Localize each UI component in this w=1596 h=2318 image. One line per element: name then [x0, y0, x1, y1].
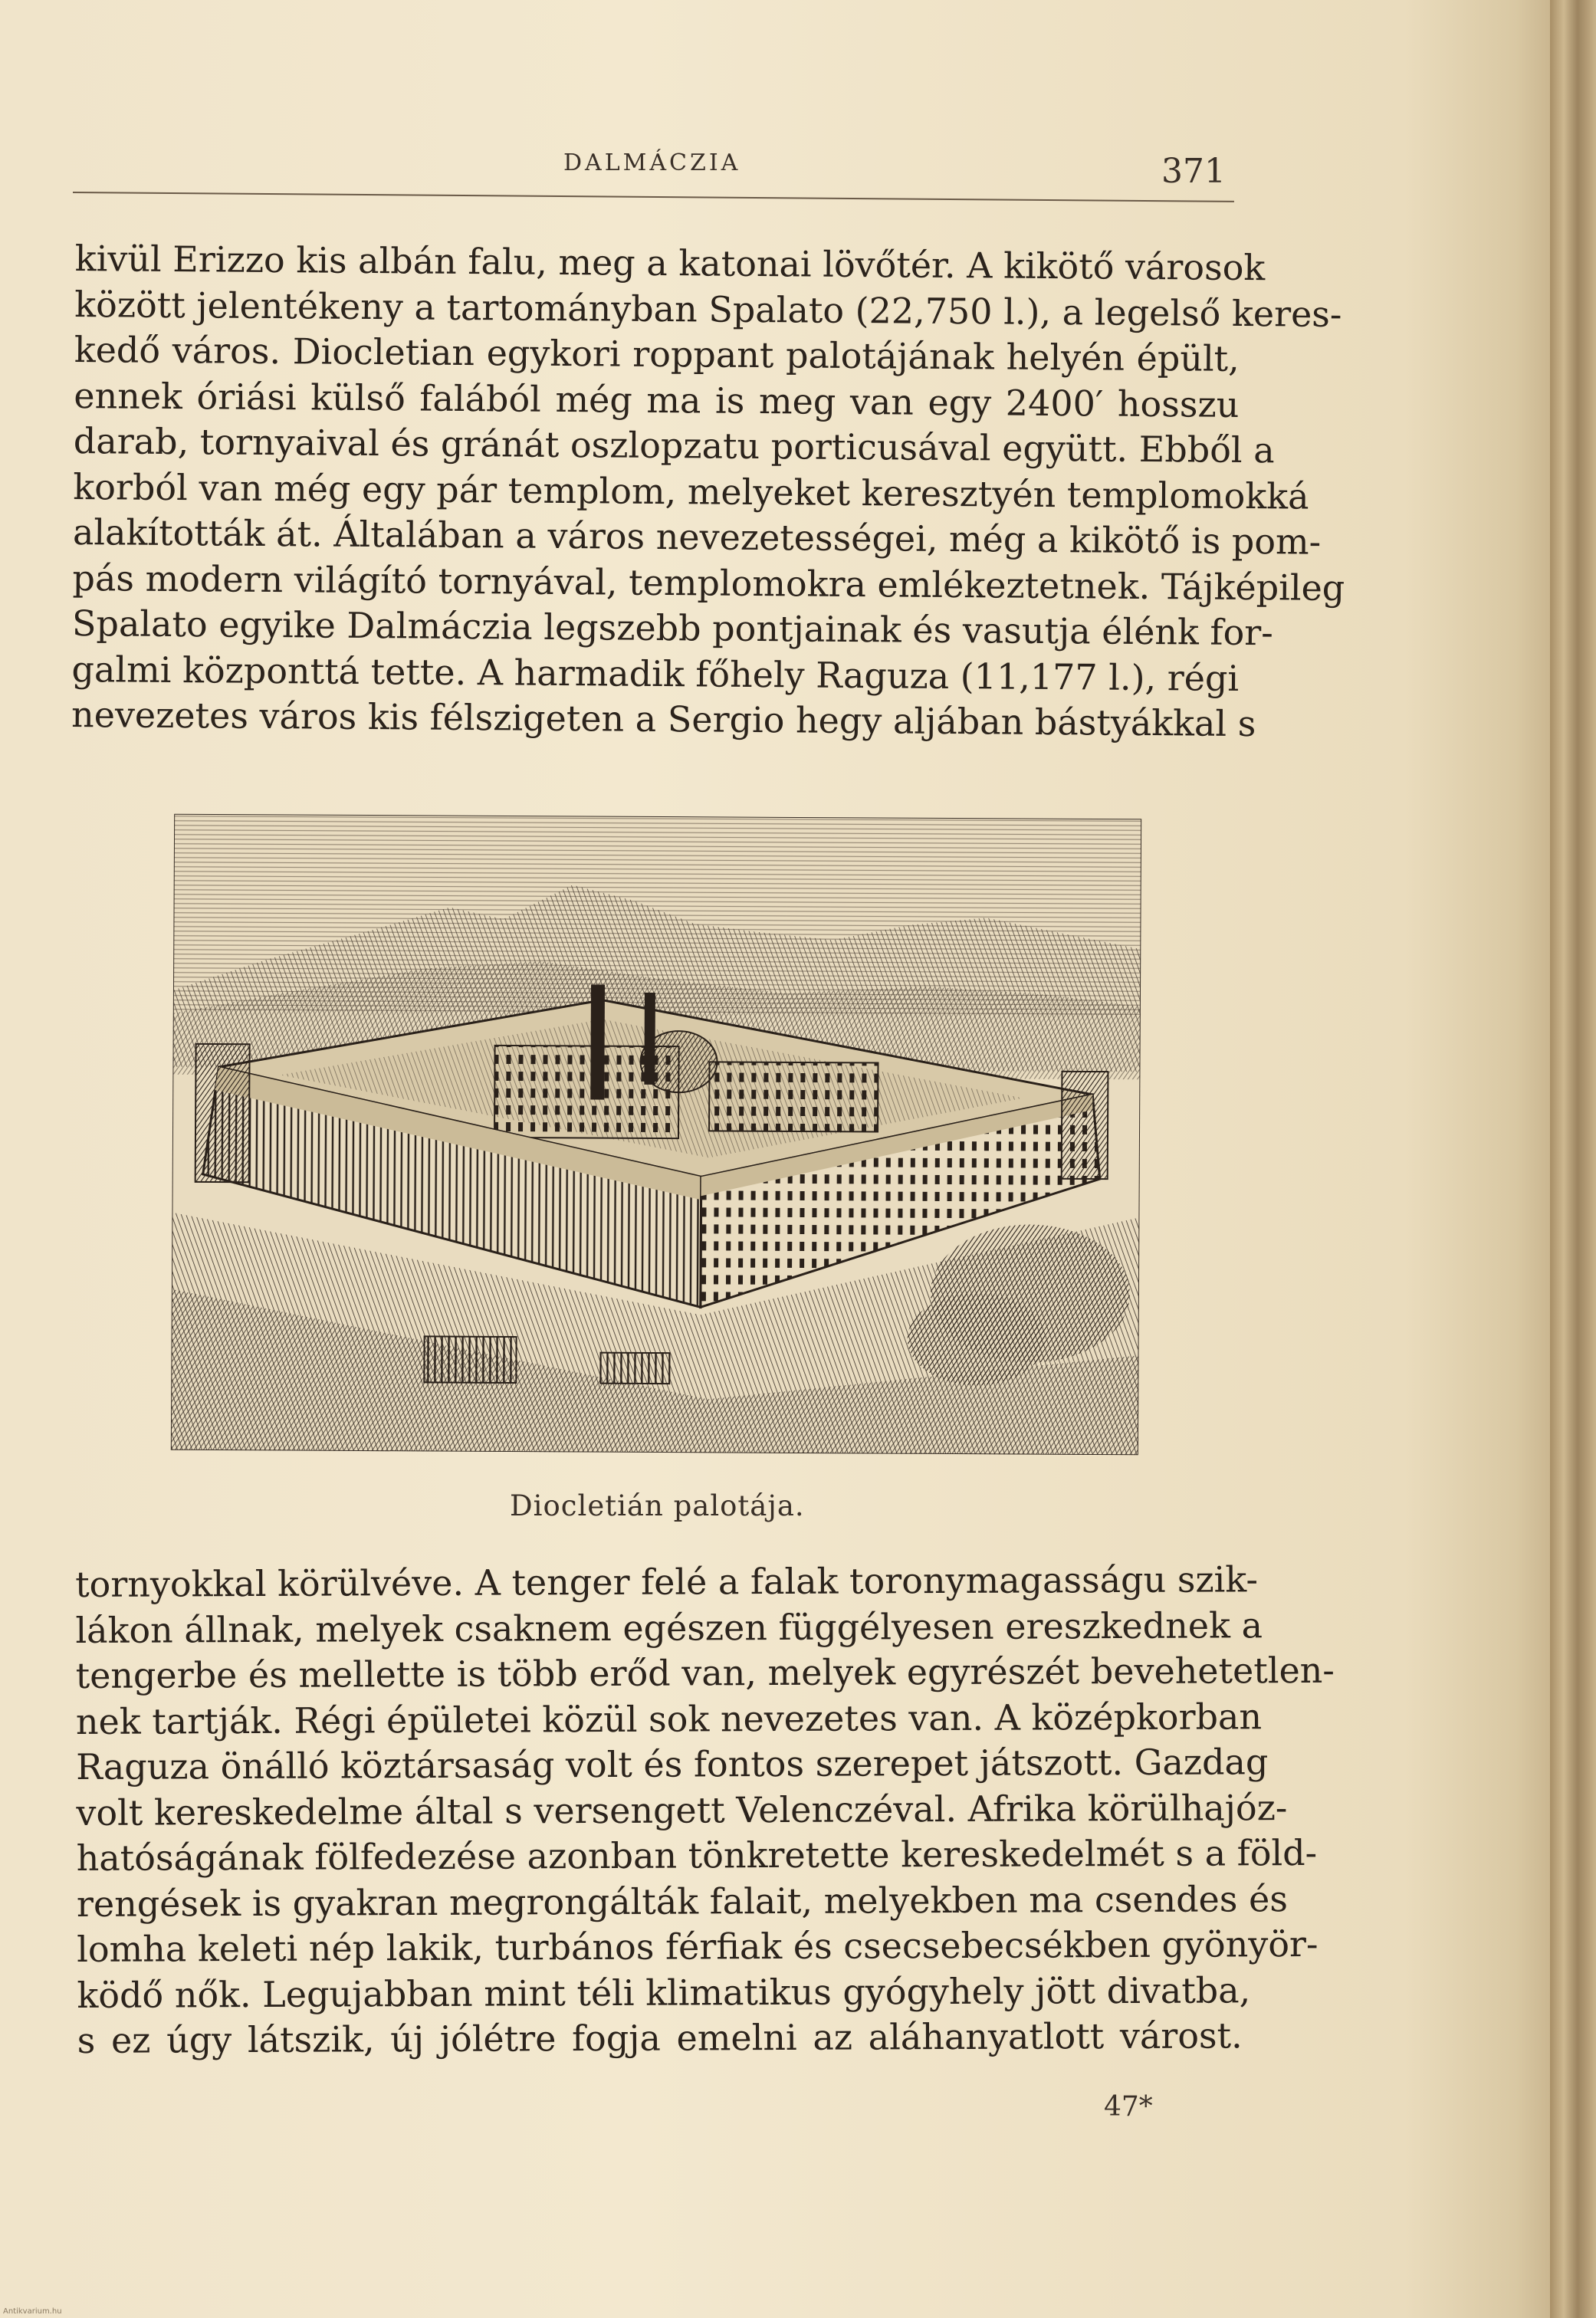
- text-line: nek tartják. Régi épületei közül sok nevezetes van. A középkorban: [75, 1695, 1263, 1742]
- text-line: darab, tornyaival és gránát oszlopzatu porticusával együtt. Ebből a: [73, 419, 1275, 471]
- signature-mark: 47*: [1104, 2091, 1153, 2123]
- paragraph-upper: [71, 236, 1345, 747]
- text-line: tornyokkal körülvéve. A tenger felé a falak toronymagasságu szik-: [75, 1558, 1259, 1605]
- text-line: ennek óriási külső falából még ma is meg van egy 2400′ hosszu: [74, 374, 1240, 425]
- text-line: korból van még egy pár templom, melyeket keresztyén templomokká: [73, 465, 1309, 517]
- text-line: között jelentékeny a tartományban Spalato (22,750 l.), a legelső keres-: [74, 283, 1342, 335]
- paragraph-lower: [75, 1557, 1335, 2064]
- text-line: s ez úgy látszik, új jólétre fogja emelni az aláhanyatlott várost.: [77, 2014, 1243, 2061]
- palace-engraving: [171, 814, 1141, 1456]
- text-line: hatóságának fölfedezése azonban tönkretette kereskedelmét s a föld-: [76, 1831, 1318, 1879]
- text-line: tengerbe és mellette is több erőd van, melyek egyrészét bevehetetlen-: [75, 1649, 1335, 1696]
- engraving-illustration-icon: [171, 814, 1141, 1456]
- page-number: 371: [1161, 152, 1226, 191]
- text-line: pás modern világító tornyával, templomokra emlékeztetnek. Tájképileg: [72, 557, 1345, 609]
- text-line: Spalato egyike Dalmáczia legszebb pontjainak és vasutja élénk for-: [71, 602, 1274, 654]
- text-line: kivül Erizzo kis albán falu, meg a katonai lövőtér. A kikötő városok: [74, 237, 1266, 289]
- text-line: ködő nők. Legujabban mint téli klimatikus gyógyhely jött divatba,: [77, 1968, 1251, 2016]
- running-head: DALMÁCZIA: [563, 149, 741, 176]
- text-line: Raguza önálló köztársaság volt és fontos szerepet játszott. Gazdag: [76, 1741, 1269, 1788]
- text-line: rengések is gyakran megrongálták falait, melyekben ma csendes és: [76, 1877, 1288, 1925]
- text-line: alakították át. Általában a város nevezetességei, még a kikötő is pom-: [72, 511, 1322, 563]
- text-line: lomha keleti nép lakik, turbános férfiak és csecsebecsékben gyönyör-: [77, 1922, 1319, 1970]
- figure-caption: Diocletián palotája.: [510, 1489, 805, 1522]
- text-line: nevezetes város kis félszigeten a Sergio hegy aljában bástyákkal s: [71, 693, 1256, 745]
- page-edge-strip: [1550, 0, 1596, 2318]
- text-line: volt kereskedelme által s versengett Velenczéval. Afrika körülhajóz-: [76, 1786, 1288, 1834]
- text-line: lákon állnak, melyek csaknem egészen függélyesen ereszkednek a: [75, 1604, 1263, 1651]
- watermark: Antikvarium.hu: [3, 2307, 62, 2316]
- text-line: kedő város. Diocletian egykori roppant palotájának helyén épült,: [74, 328, 1240, 379]
- text-line: galmi központtá tette. A harmadik főhely Raguza (11,177 l.), régi: [71, 648, 1240, 699]
